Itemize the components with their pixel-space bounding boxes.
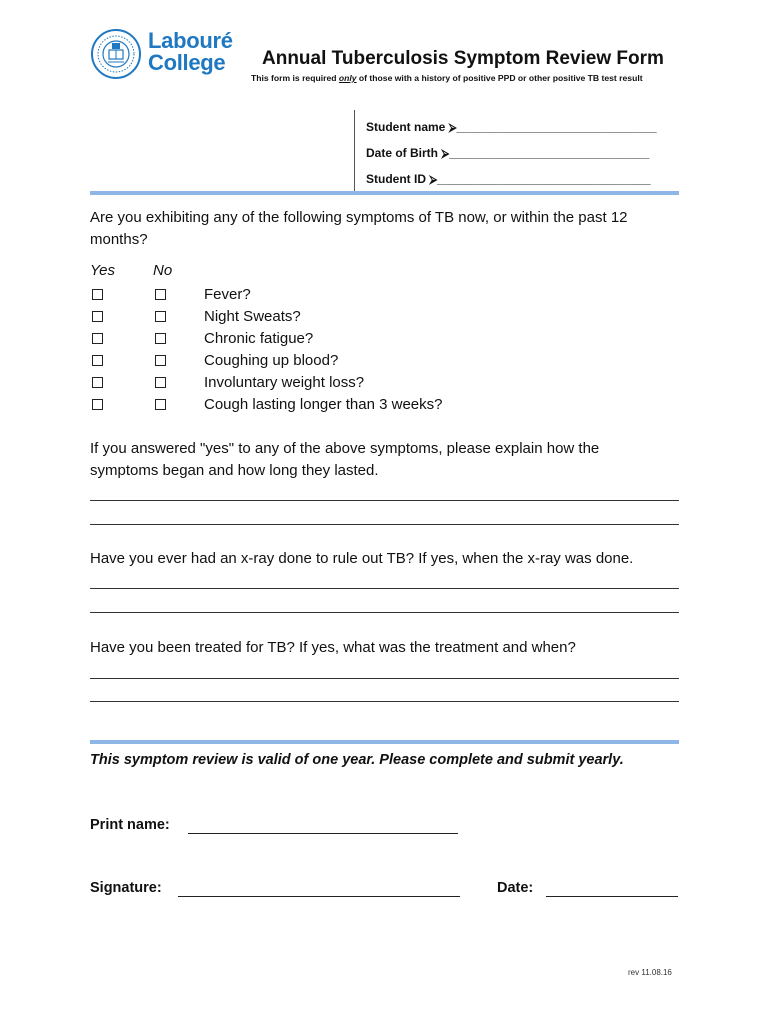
explain-question: If you answered "yes" to any of the above symptoms, please explain how the [90, 440, 600, 457]
print-name-line[interactable] [188, 833, 458, 834]
no-checkbox[interactable] [155, 311, 166, 322]
student-id-field[interactable]: Student ID ⮚________________________________ [366, 172, 651, 186]
symptom-label: Cough lasting longer than 3 weeks? [204, 396, 443, 413]
no-column-label: No [153, 262, 173, 279]
treatment-answer-line[interactable] [90, 701, 679, 702]
xray-question: Have you ever had an x-ray done to rule out TB? If yes, when the x-ray was done. [90, 550, 634, 567]
print-name-label: Print name: [90, 817, 170, 833]
explain-question-cont: symptoms began and how long they lasted. [90, 462, 379, 479]
no-checkbox[interactable] [155, 355, 166, 366]
college-wordmark: Labouré College [148, 28, 233, 75]
college-seal-icon [90, 28, 142, 80]
info-divider [354, 110, 355, 194]
symptoms-question: Are you exhibiting any of the following symptoms of TB now, or within the past 12 [90, 209, 628, 226]
student-name-field[interactable]: Student name ⮚______________________________ [366, 120, 657, 134]
revision-label: rev 11.08.16 [628, 968, 672, 977]
signature-label: Signature: [90, 880, 162, 896]
no-checkbox[interactable] [155, 377, 166, 388]
arrow-right-icon: ⮚ [448, 122, 457, 134]
footer-divider [90, 740, 679, 744]
symptom-label: Fever? [204, 286, 251, 303]
no-checkbox[interactable] [155, 399, 166, 410]
xray-answer-line[interactable] [90, 588, 679, 589]
yes-column-label: Yes [90, 262, 116, 279]
yes-checkbox[interactable] [92, 399, 103, 410]
arrow-right-icon: ⮚ [429, 174, 438, 186]
symptoms-question-cont: months? [90, 231, 148, 248]
form-subtitle: This form is required only of those with a history of positive PPD or other positive TB test result [251, 73, 643, 83]
treatment-answer-line[interactable] [90, 678, 679, 679]
yes-checkbox[interactable] [92, 311, 103, 322]
explain-answer-line[interactable] [90, 500, 679, 501]
validity-note: This symptom review is valid of one year. Please complete and submit yearly. [90, 752, 624, 768]
no-checkbox[interactable] [155, 289, 166, 300]
signature-line[interactable] [178, 896, 460, 897]
yes-checkbox[interactable] [92, 333, 103, 344]
no-checkbox[interactable] [155, 333, 166, 344]
symptom-label: Chronic fatigue? [204, 330, 314, 347]
symptom-label: Involuntary weight loss? [204, 374, 365, 391]
xray-answer-line[interactable] [90, 612, 679, 613]
symptom-label: Night Sweats? [204, 308, 301, 325]
yes-checkbox[interactable] [92, 377, 103, 388]
date-of-birth-field[interactable]: Date of Birth ⮚______________________________ [366, 146, 650, 160]
arrow-right-icon: ⮚ [441, 148, 450, 160]
yes-checkbox[interactable] [92, 355, 103, 366]
form-title: Annual Tuberculosis Symptom Review Form [262, 48, 664, 69]
yes-checkbox[interactable] [92, 289, 103, 300]
date-label: Date: [497, 880, 534, 896]
section-divider [90, 191, 679, 195]
treatment-question: Have you been treated for TB? If yes, what was the treatment and when? [90, 639, 576, 656]
date-line[interactable] [546, 896, 678, 897]
symptom-label: Coughing up blood? [204, 352, 339, 369]
college-logo [90, 28, 240, 94]
explain-answer-line[interactable] [90, 524, 679, 525]
